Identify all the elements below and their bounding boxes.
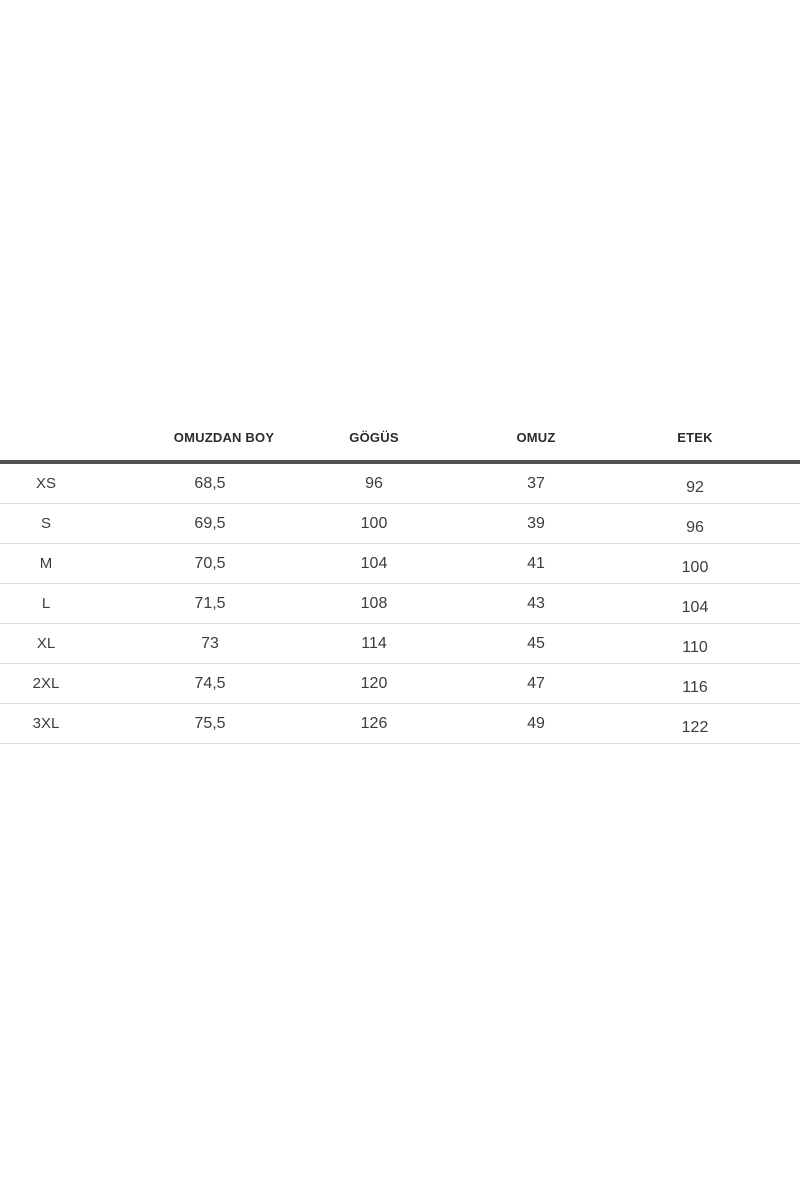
etek-value bbox=[616, 504, 800, 544]
omuz-value: 47 bbox=[456, 664, 616, 704]
gogus-value: 108 bbox=[292, 584, 456, 624]
etek-value bbox=[616, 544, 800, 584]
size-label: XL bbox=[0, 624, 128, 664]
header-row bbox=[0, 414, 800, 462]
size-label: M bbox=[0, 544, 128, 584]
size-row-s bbox=[0, 504, 800, 544]
size-row-2xl bbox=[0, 664, 800, 704]
etek-value bbox=[616, 462, 800, 504]
omuz-value: 45 bbox=[456, 624, 616, 664]
gogus-value: 126 bbox=[292, 704, 456, 744]
omuzdan-boy-value: 69,5 bbox=[128, 504, 292, 544]
column-header-gogus: GÖGÜS bbox=[292, 414, 456, 462]
etek-value-text: 92 bbox=[686, 478, 704, 496]
omuzdan-boy-value: 68,5 bbox=[128, 462, 292, 504]
etek-value-text: 96 bbox=[686, 518, 704, 536]
etek-value-text: 104 bbox=[681, 598, 709, 616]
etek-value-text: 110 bbox=[682, 638, 708, 656]
size-chart-table bbox=[0, 414, 800, 744]
size-row-xl bbox=[0, 624, 800, 664]
omuz-value: 37 bbox=[456, 462, 616, 504]
size-label: L bbox=[0, 584, 128, 624]
column-header-size bbox=[0, 414, 128, 462]
column-header-etek: ETEK bbox=[616, 414, 800, 462]
gogus-value: 104 bbox=[292, 544, 456, 584]
gogus-value: 120 bbox=[292, 664, 456, 704]
column-header-omuz: OMUZ bbox=[456, 414, 616, 462]
size-label: 2XL bbox=[0, 664, 128, 704]
gogus-value: 100 bbox=[292, 504, 456, 544]
size-label: XS bbox=[0, 462, 128, 504]
gogus-value: 96 bbox=[292, 462, 456, 504]
omuz-value: 49 bbox=[456, 704, 616, 744]
size-row-m bbox=[0, 544, 800, 584]
omuzdan-boy-value: 75,5 bbox=[128, 704, 292, 744]
size-row-3xl bbox=[0, 704, 800, 744]
omuz-value: 41 bbox=[456, 544, 616, 584]
etek-value bbox=[616, 704, 800, 744]
size-label: S bbox=[0, 504, 128, 544]
column-header-omuzdan-boy: OMUZDAN BOY bbox=[128, 414, 292, 462]
etek-value bbox=[616, 584, 800, 624]
omuzdan-boy-value: 70,5 bbox=[128, 544, 292, 584]
etek-value bbox=[616, 664, 800, 704]
omuzdan-boy-value: 74,5 bbox=[128, 664, 292, 704]
etek-value bbox=[616, 624, 800, 664]
omuzdan-boy-value: 73 bbox=[128, 624, 292, 664]
etek-value-text: 116 bbox=[682, 678, 708, 696]
etek-value-text: 100 bbox=[681, 558, 709, 576]
omuz-value: 39 bbox=[456, 504, 616, 544]
gogus-value: 114 bbox=[292, 624, 456, 664]
size-row-l bbox=[0, 584, 800, 624]
etek-value-text: 122 bbox=[681, 718, 709, 736]
size-label: 3XL bbox=[0, 704, 128, 744]
omuzdan-boy-value: 71,5 bbox=[128, 584, 292, 624]
size-row-xs bbox=[0, 462, 800, 504]
omuz-value: 43 bbox=[456, 584, 616, 624]
